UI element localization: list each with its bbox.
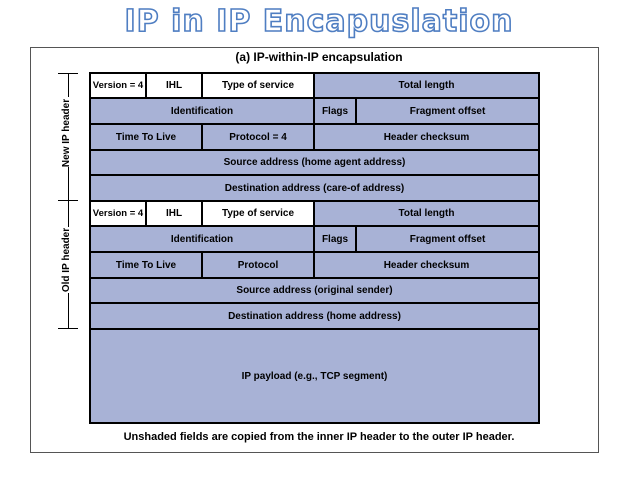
inner-fragment-offset-field: Fragment offset	[357, 227, 538, 253]
outer-fragment-offset-field: Fragment offset	[357, 99, 538, 125]
figure-subtitle: (a) IP-within-IP encapsulation	[235, 50, 403, 64]
new-header-bracket-top	[58, 73, 78, 74]
inner-flags-field: Flags	[315, 227, 357, 253]
outer-source-address-field: Source address (home agent address)	[91, 151, 538, 176]
outer-version-field: Version = 4	[91, 74, 147, 99]
figure-footnote: Unshaded fields are copied from the inner IP header to the outer IP header.	[123, 431, 515, 443]
inner-source-address-field: Source address (original sender)	[91, 279, 538, 304]
new-header-label: New IP header	[61, 98, 72, 168]
inner-ttl-field: Time To Live	[91, 253, 203, 279]
inner-destination-address-field: Destination address (home address)	[91, 304, 538, 330]
inner-ihl-field: IHL	[147, 202, 203, 227]
old-header-label: Old IP header	[61, 227, 72, 293]
ip-payload-field: IP payload (e.g., TCP segment)	[91, 330, 538, 422]
outer-ihl-field: IHL	[147, 74, 203, 99]
inner-tos-field: Type of service	[203, 202, 315, 227]
outer-tos-field: Type of service	[203, 74, 315, 99]
outer-checksum-field: Header checksum	[315, 125, 538, 151]
outer-protocol-field: Protocol = 4	[203, 125, 315, 151]
outer-total-length-field: Total length	[315, 74, 538, 99]
old-header-bracket-bottom	[58, 328, 78, 329]
outer-identification-field: Identification	[91, 99, 315, 125]
ip-header-diagram	[89, 72, 540, 424]
inner-version-field: Version = 4	[91, 202, 147, 227]
page-title: IP in IP Encapuslation	[124, 4, 514, 39]
outer-ttl-field: Time To Live	[91, 125, 203, 151]
outer-flags-field: Flags	[315, 99, 357, 125]
inner-identification-field: Identification	[91, 227, 315, 253]
outer-destination-address-field: Destination address (care-of address)	[91, 176, 538, 202]
inner-checksum-field: Header checksum	[315, 253, 538, 279]
inner-protocol-field: Protocol	[203, 253, 315, 279]
inner-total-length-field: Total length	[315, 202, 538, 227]
